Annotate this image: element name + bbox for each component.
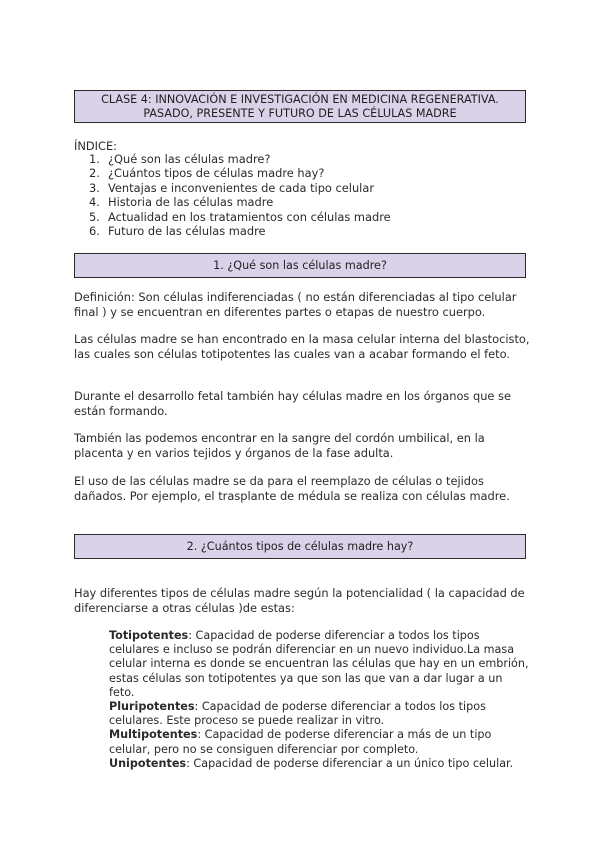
- cell-type-term: Multipotentes: [109, 728, 198, 742]
- cell-type-item: [109, 700, 531, 728]
- cell-type-description: : Capacidad de poderse diferenciar a un único tipo celular.: [186, 756, 514, 770]
- index-item: [89, 166, 391, 180]
- index-item: [89, 181, 391, 195]
- index-item-label: ¿Cuántos tipos de células madre hay?: [108, 166, 325, 181]
- section-2-heading: 2. ¿Cuántos tipos de células madre hay?: [74, 534, 526, 559]
- section-2-intro: Hay diferentes tipos de células madre según la potencialidad ( la capacidad de diferenciarse a otras células )de estas:: [74, 586, 525, 615]
- index-item-label: ¿Qué son las células madre?: [108, 152, 271, 166]
- section-1-paragraph-blastocyst: Las células madre se han encontrado en la masa celular interna del blastocisto, las cuales son células totipotentes las cuales van a acabar formando el feto.: [74, 332, 530, 361]
- index-item-label: Ventajas e inconvenientes de cada tipo celular: [108, 180, 374, 195]
- section-1-paragraph-definition: Definición: Son células indiferenciadas ( no están diferenciadas al tipo celular final ) y se encuentran en diferentes partes o etapas de nuestro cuerpo.: [74, 290, 517, 319]
- section-1-paragraph-use: El uso de las células madre se da para el reemplazo de células o tejidos dañados. Por ejemplo, el trasplante de médula se realiza con células madre.: [74, 474, 510, 503]
- section-1-heading: 1. ¿Qué son las células madre?: [74, 253, 526, 278]
- cell-type-description: : Capacidad de poderse diferenciar a todos los tipos celulares. Este proceso se puede realizar in vitro.: [109, 700, 486, 728]
- index-item-label: Historia de las células madre: [108, 195, 274, 210]
- index-item-label: Actualidad en los tratamientos con células madre: [108, 209, 391, 224]
- cell-type-item: [109, 629, 531, 700]
- cell-type-term: Pluripotentes: [109, 700, 195, 714]
- index-item-number: 6.: [89, 224, 100, 239]
- cell-type-description: : Capacidad de poderse diferenciar a más de un tipo celular, pero no se consiguen diferenciar por completo.: [109, 728, 492, 756]
- index-heading: ÍNDICE:: [74, 139, 117, 153]
- index-item: [89, 195, 391, 209]
- cell-type-item: [109, 757, 531, 771]
- index-item-label: Futuro de las células madre: [108, 224, 266, 239]
- document-title-line-2: PASADO, PRESENTE Y FUTURO DE LAS CÉLULAS MADRE: [143, 107, 457, 120]
- index-item-number: 2.: [89, 166, 100, 181]
- cell-types-list: [109, 629, 531, 771]
- index-item: [89, 152, 391, 166]
- document-title-line-1: CLASE 4: INNOVACIÓN E INVESTIGACIÓN EN MEDICINA REGENERATIVA.: [101, 93, 499, 106]
- index-item-number: 3.: [89, 180, 100, 195]
- index-item-number: 4.: [89, 195, 100, 210]
- document-title-box: [74, 90, 526, 123]
- index-item: [89, 210, 391, 224]
- cell-type-term: Totipotentes: [109, 629, 189, 642]
- index-item-number: 1.: [89, 152, 100, 166]
- section-1-paragraph-fetal: Durante el desarrollo fetal también hay células madre en los órganos que se están formando.: [74, 389, 511, 418]
- cell-type-item: [109, 728, 531, 756]
- index-list: [89, 152, 391, 238]
- section-1-paragraph-cord-blood: También las podemos encontrar en la sangre del cordón umbilical, en la placenta y en varios tejidos y órganos de la fase adulta.: [74, 431, 485, 460]
- cell-type-term: Unipotentes: [109, 756, 187, 770]
- cell-type-description: : Capacidad de poderse diferenciar a todos los tipos celulares e incluso se podrán diferenciar en un nuevo individuo.La masa celular interna es donde se encuentran las células que hay en un embrión, estas células son totipotentes ya que son las que van a dar lugar a un feto.: [109, 629, 529, 699]
- index-item: [89, 224, 391, 238]
- index-item-number: 5.: [89, 209, 100, 224]
